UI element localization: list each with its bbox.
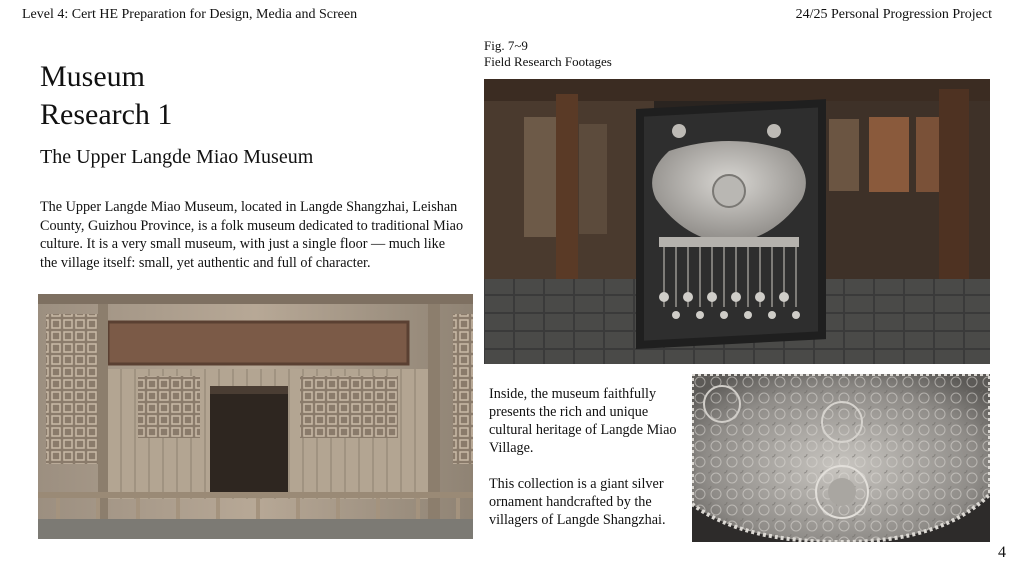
header-project-title: 24/25 Personal Progression Project: [795, 7, 992, 22]
silver-ornament-closeup-photo: [692, 374, 990, 542]
interior-paragraph: Inside, the museum faithfully presents the rich and unique cultural heritage of Langde Miao Village.: [489, 386, 677, 456]
header-course-title: Level 4: Cert HE Preparation for Design, Media and Screen: [22, 7, 358, 22]
page-subtitle: The Upper Langde Miao Museum: [40, 146, 314, 168]
page-title-line2: Research 1: [40, 98, 173, 131]
intro-paragraph: The Upper Langde Miao Museum, located in Langde Shangzhai, Leishan County, Guizhou Province, is a folk museum dedicated to traditional Miao culture. It is a very small museum, with just a single floor — much like the village itself: small, yet authentic and full of character.: [40, 199, 464, 271]
page-title-line1: Museum: [40, 60, 145, 93]
page-number: 4: [998, 544, 1006, 561]
collection-paragraph: This collection is a giant silver ornament handcrafted by the villagers of Langde Shangzhai.: [489, 476, 666, 528]
museum-exterior-photo: [38, 294, 473, 539]
figure-caption: [484, 38, 612, 70]
figure-description: Field Research Footages: [484, 54, 612, 69]
page-title: [40, 58, 172, 134]
museum-interior-photo: [484, 79, 990, 364]
figure-number: Fig. 7~9: [484, 38, 528, 53]
museum-interior-description: [489, 385, 689, 529]
